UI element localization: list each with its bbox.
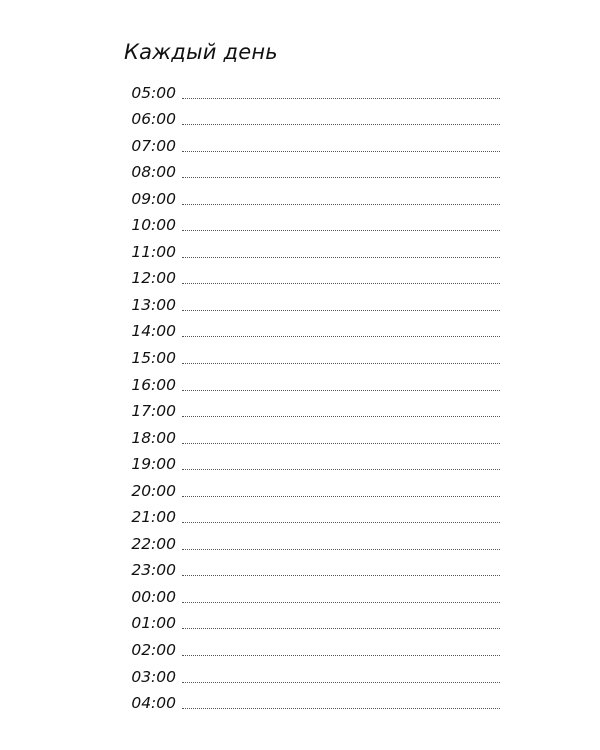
- hour-row: [122, 554, 500, 581]
- hour-label: 03:00: [131, 667, 176, 686]
- writing-line[interactable]: [182, 628, 500, 629]
- hour-row: [122, 501, 500, 528]
- hour-label: 10:00: [131, 216, 176, 235]
- hour-label: 20:00: [131, 481, 176, 500]
- hour-row: [122, 527, 500, 554]
- writing-line[interactable]: [182, 655, 500, 656]
- writing-line[interactable]: [182, 177, 500, 178]
- hour-row: [122, 395, 500, 422]
- hour-row: [122, 129, 500, 156]
- hour-label: 19:00: [131, 455, 176, 474]
- hour-label: 13:00: [131, 295, 176, 314]
- writing-line[interactable]: [182, 336, 500, 337]
- page-title: Каждый день: [124, 40, 278, 64]
- hour-label: 05:00: [131, 83, 176, 102]
- hour-row: [122, 368, 500, 395]
- hour-list: [122, 76, 500, 713]
- hour-label: 09:00: [131, 189, 176, 208]
- writing-line[interactable]: [182, 310, 500, 311]
- hour-row: [122, 315, 500, 342]
- writing-line[interactable]: [182, 496, 500, 497]
- hour-label: 16:00: [131, 375, 176, 394]
- writing-line[interactable]: [182, 151, 500, 152]
- writing-line[interactable]: [182, 682, 500, 683]
- writing-line[interactable]: [182, 363, 500, 364]
- hour-label: 00:00: [131, 587, 176, 606]
- writing-line[interactable]: [182, 549, 500, 550]
- hour-label: 02:00: [131, 641, 176, 660]
- writing-line[interactable]: [182, 257, 500, 258]
- hour-row: [122, 182, 500, 209]
- hour-row: [122, 421, 500, 448]
- hour-row: [122, 687, 500, 714]
- hour-label: 06:00: [131, 110, 176, 129]
- hour-label: 23:00: [131, 561, 176, 580]
- hour-row: [122, 474, 500, 501]
- writing-line[interactable]: [182, 416, 500, 417]
- hour-label: 14:00: [131, 322, 176, 341]
- hour-row: [122, 607, 500, 634]
- hour-row: [122, 235, 500, 262]
- writing-line[interactable]: [182, 575, 500, 576]
- writing-line[interactable]: [182, 204, 500, 205]
- hour-label: 01:00: [131, 614, 176, 633]
- hour-row: [122, 580, 500, 607]
- hour-row: [122, 341, 500, 368]
- writing-line[interactable]: [182, 522, 500, 523]
- hour-row: [122, 209, 500, 236]
- writing-line[interactable]: [182, 443, 500, 444]
- writing-line[interactable]: [182, 602, 500, 603]
- hour-label: 22:00: [131, 534, 176, 553]
- hour-label: 04:00: [131, 694, 176, 713]
- hour-label: 17:00: [131, 402, 176, 421]
- hour-row: [122, 262, 500, 289]
- writing-line[interactable]: [182, 124, 500, 125]
- hour-row: [122, 156, 500, 183]
- hour-label: 21:00: [131, 508, 176, 527]
- writing-line[interactable]: [182, 98, 500, 99]
- writing-line[interactable]: [182, 283, 500, 284]
- hour-row: [122, 76, 500, 103]
- hour-row: [122, 448, 500, 475]
- hour-row: [122, 633, 500, 660]
- hour-row: [122, 288, 500, 315]
- hour-label: 08:00: [131, 163, 176, 182]
- writing-line[interactable]: [182, 708, 500, 709]
- writing-line[interactable]: [182, 390, 500, 391]
- hour-label: 11:00: [131, 242, 176, 261]
- hour-row: [122, 103, 500, 130]
- writing-line[interactable]: [182, 469, 500, 470]
- hour-label: 15:00: [131, 349, 176, 368]
- hour-row: [122, 660, 500, 687]
- hour-label: 18:00: [131, 428, 176, 447]
- hour-label: 12:00: [131, 269, 176, 288]
- writing-line[interactable]: [182, 230, 500, 231]
- hour-label: 07:00: [131, 136, 176, 155]
